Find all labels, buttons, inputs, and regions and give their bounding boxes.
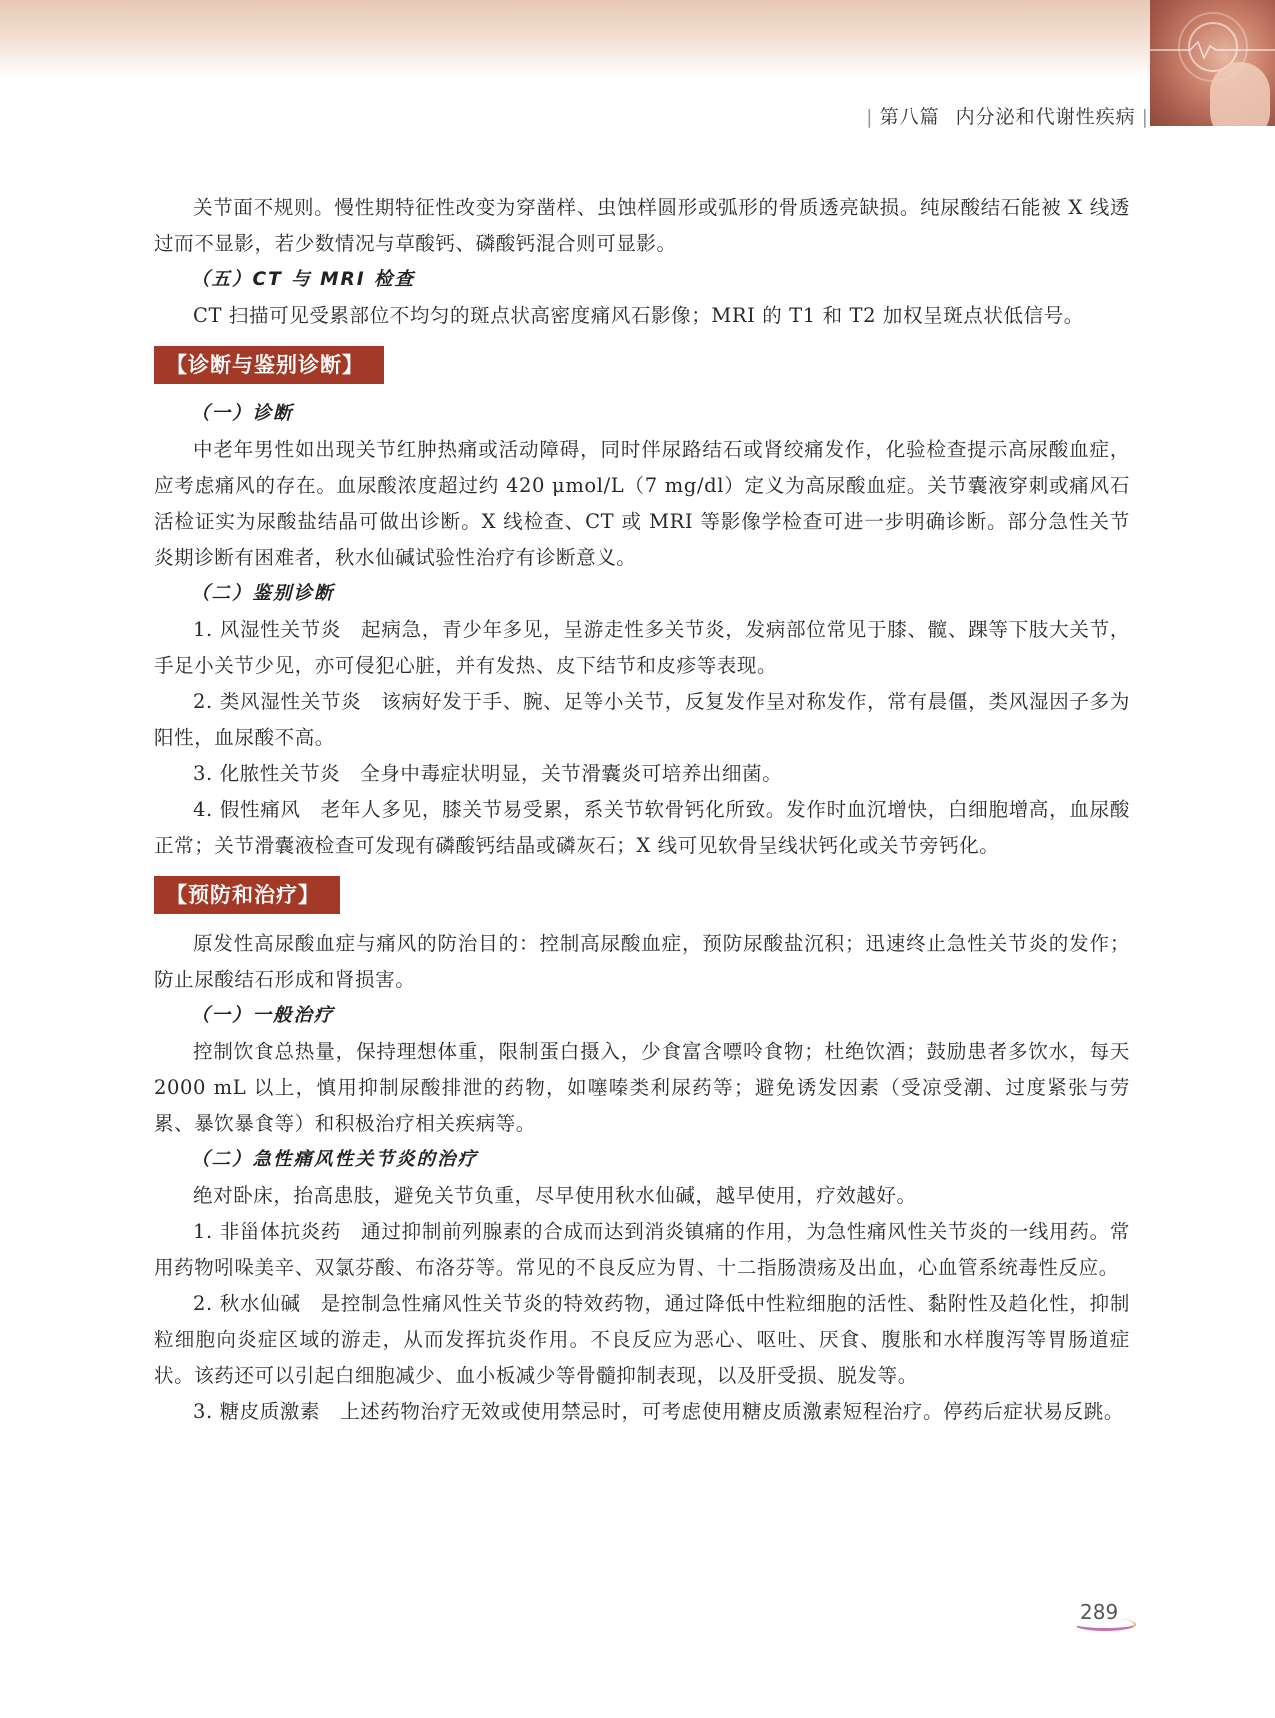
paragraph: 绝对卧床，抬高患肢，避免关节负重，尽早使用秋水仙碱，越早使用，疗效越好。 (193, 1184, 917, 1207)
item-text: 通过抑制前列腺素的合成而达到消炎镇痛的作用，为急性痛风性关节炎的一线用药。常用药物吲哚美辛、双氯芬酸、布洛芬等。常见的不良反应为胃、十二指肠溃疡及出血，心血管系统毒性反应。 (154, 1220, 1130, 1279)
item-term: 2. 类风湿性关节炎 (193, 690, 362, 713)
subheading-differential: （二）鉴别诊断 (191, 583, 335, 604)
part-label: 第八篇 (879, 106, 940, 128)
running-head: | 第八篇 内分泌和代谢性疾病 | (866, 106, 1149, 128)
item-text: 全身中毒症状明显，关节滑囊炎可培养出细菌。 (360, 762, 783, 785)
list-item (154, 1394, 1130, 1430)
heartbeat-icon (1150, 40, 1275, 60)
page-number-text: 289 (1080, 1600, 1119, 1624)
item-text: 是控制急性痛风性关节炎的特效药物，通过降低中性粒细胞的活性、黏附性及趋化性，抑制粒细胞向炎症区域的游走，从而发挥抗炎作用。不良反应为恶心、呕吐、厌食、腹胀和水样腹泻等胃肠道症状。该药还可以引起白细胞减少、血小板减少等骨髓抑制表现，以及肝受损、脱发等。 (154, 1292, 1130, 1387)
paragraph: 中老年男性如出现关节红肿热痛或活动障碍，同时伴尿路结石或肾绞痛发作，化验检查提示高尿酸血症，应考虑痛风的存在。血尿酸浓度超过约 420 μmol/L（7 mg/dl）定义为高尿酸血症。关节囊液穿刺或痛风石活检证实为尿酸盐结晶可做出诊断。X 线检查、CT 或 MRI 等影像学检查可进一步明确诊断。部分急性关节炎期诊断有困难者，秋水仙碱试验性治疗有诊断意义。 (154, 438, 1130, 569)
paragraph: CT 扫描可见受累部位不均匀的斑点状高密度痛风石影像；MRI 的 T1 和 T2 加权呈斑点状低信号。 (193, 304, 1084, 327)
page-number (1080, 1600, 1118, 1624)
subheading-diagnosis: （一）诊断 (191, 403, 294, 424)
list-item (154, 1214, 1130, 1286)
item-text: 上述药物治疗无效或使用禁忌时，可考虑使用糖皮质激素短程治疗。停药后症状易反跳。 (340, 1400, 1125, 1423)
section-banner-treatment: 【预防和治疗】 (154, 876, 340, 914)
section-label: 内分泌和代谢性疾病 (955, 106, 1136, 128)
header-band (0, 0, 1275, 78)
list-item (154, 612, 1130, 684)
subheading-general-treatment: （一）一般治疗 (191, 1005, 335, 1026)
item-term: 4. 假性痛风 (193, 798, 301, 821)
page-number-swoosh (1074, 1618, 1136, 1631)
item-term: 2. 秋水仙碱 (193, 1292, 301, 1315)
item-term: 3. 化脓性关节炎 (193, 762, 341, 785)
paragraph: 关节面不规则。慢性期特征性改变为穿凿样、虫蚀样圆形或弧形的骨质透亮缺损。纯尿酸结石能被 X 线透过而不显影，若少数情况与草酸钙、磷酸钙混合则可显影。 (154, 196, 1130, 255)
paragraph: 控制饮食总热量，保持理想体重，限制蛋白摄入，少食富含嘌呤食物；杜绝饮酒；鼓励患者多饮水，每天 2000 mL 以上，慎用抑制尿酸排泄的药物，如噻嗪类利尿药等；避免诱发因素（受凉受潮、过度紧张与劳累、暴饮暴食等）和积极治疗相关疾病等。 (154, 1040, 1130, 1135)
item-term: 3. 糖皮质激素 (193, 1400, 321, 1423)
page-body (154, 190, 1130, 1430)
subheading-ct-mri: （五）CT 与 MRI 检查 (191, 269, 416, 290)
section-banner-diagnosis: 【诊断与鉴别诊断】 (154, 346, 384, 384)
list-item (154, 792, 1130, 864)
item-term: 1. 风湿性关节炎 (193, 618, 342, 641)
list-item (154, 684, 1130, 756)
item-term: 1. 非甾体抗炎药 (193, 1220, 342, 1243)
item-text: 该病好发于手、腕、足等小关节，反复发作呈对称发作，常有晨僵，类风湿因子多为阳性，血尿酸不高。 (154, 690, 1131, 749)
corner-decoration-image (1150, 0, 1275, 126)
subheading-acute-treatment: （二）急性痛风性关节炎的治疗 (191, 1149, 479, 1170)
item-text: 起病急，青少年多见，呈游走性多关节炎，发病部位常见于膝、髋、踝等下肢大关节，手足小关节少见，亦可侵犯心脏，并有发热、皮下结节和皮疹等表现。 (154, 618, 1130, 677)
paragraph: 原发性高尿酸血症与痛风的防治目的：控制高尿酸血症，预防尿酸盐沉积；迅速终止急性关节炎的发作；防止尿酸结石形成和肾损害。 (154, 932, 1130, 991)
list-item (154, 1286, 1130, 1394)
list-item (154, 756, 1130, 792)
item-text: 老年人多见，膝关节易受累，系关节软骨钙化所致。发作时血沉增快，白细胞增高，血尿酸正常；关节滑囊液检查可发现有磷酸钙结晶或磷灰石；X 线可见软骨呈线状钙化或关节旁钙化。 (154, 798, 1130, 857)
